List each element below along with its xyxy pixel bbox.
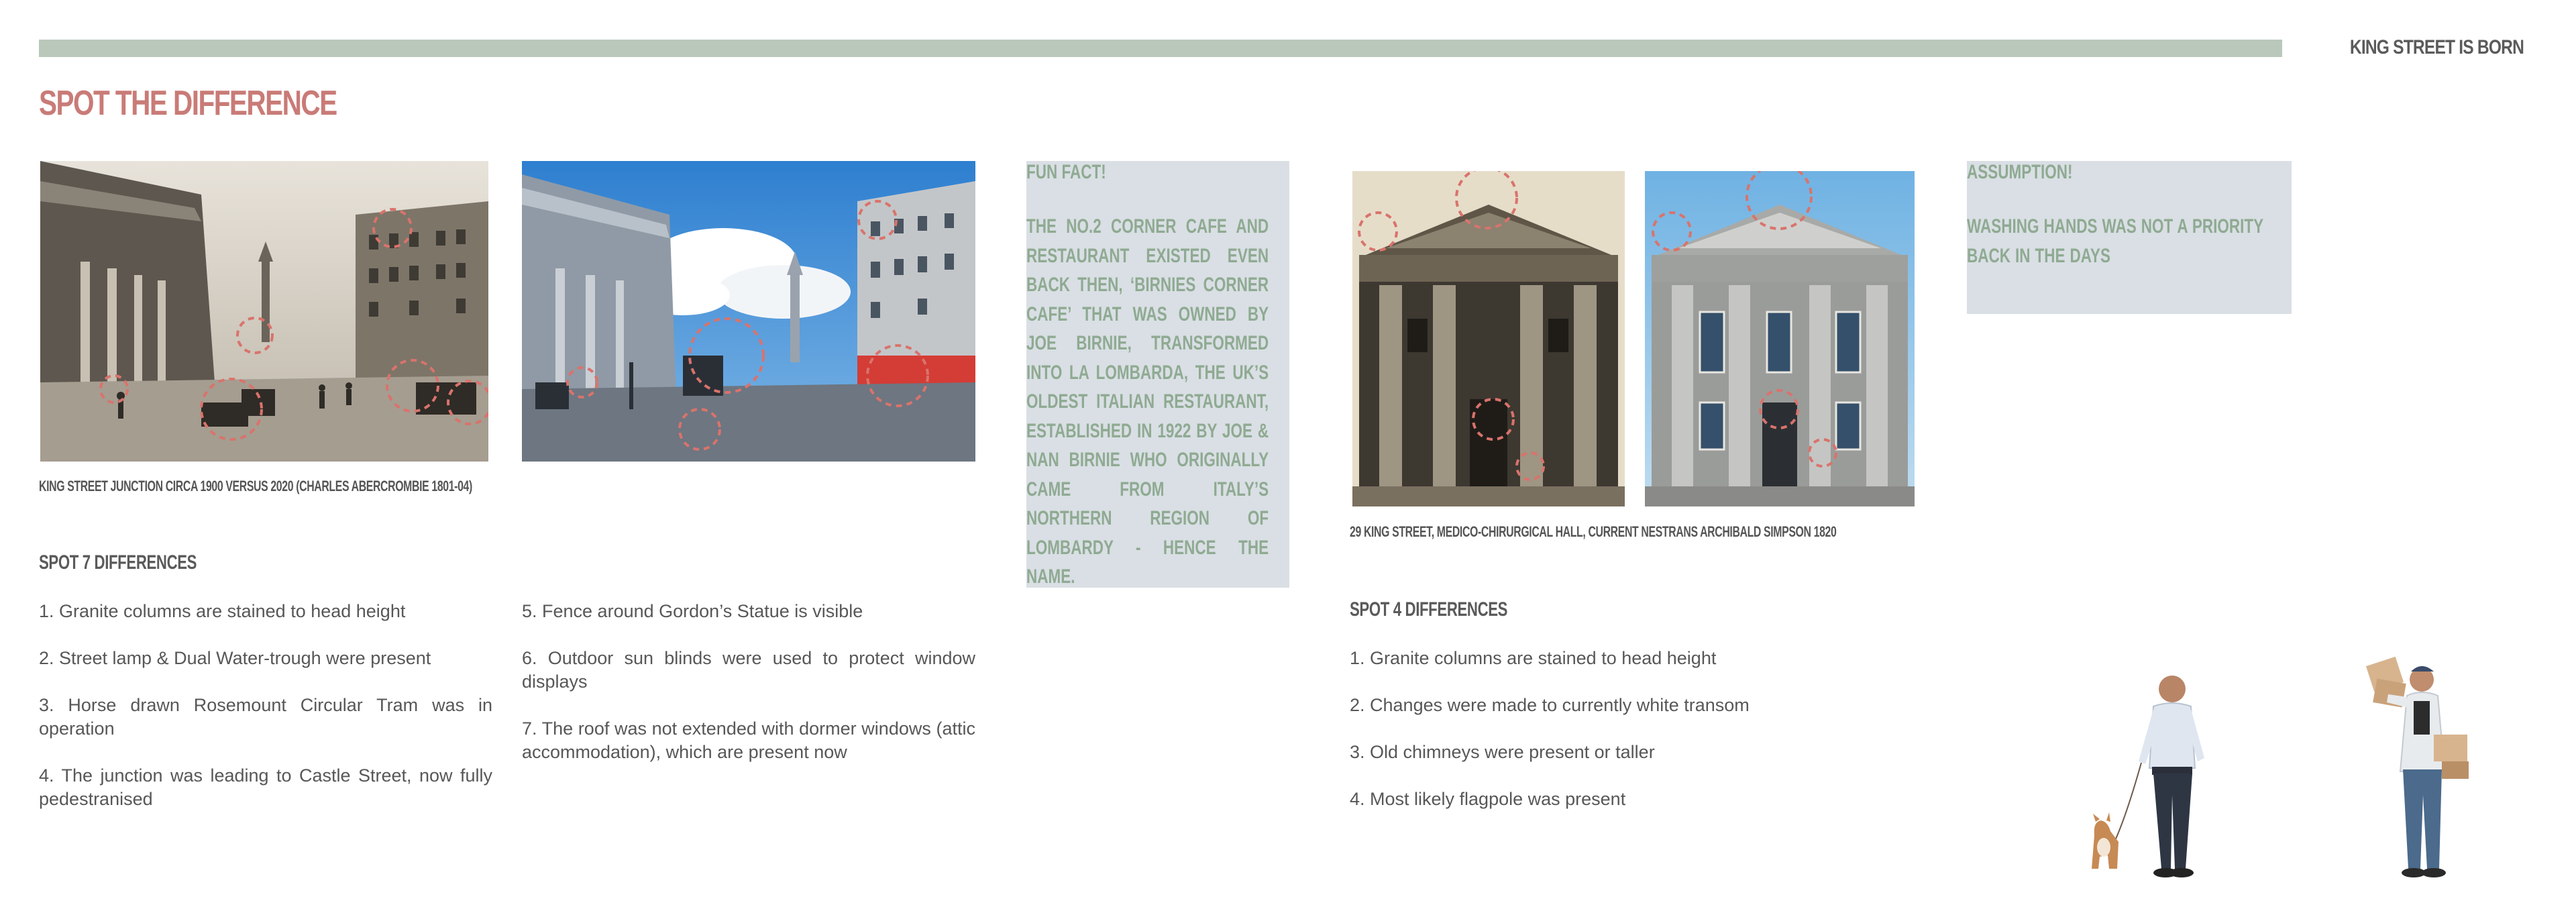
left-differences-list-col2 bbox=[522, 600, 975, 788]
list-item: 3. Old chimneys were present or taller bbox=[1350, 742, 1655, 762]
left-differences-list-col1 bbox=[39, 600, 492, 835]
delivery-man-carrying-boxes-figure bbox=[2355, 654, 2489, 889]
list-item: 3. Horse drawn Rosemount Circular Tram was in operation bbox=[39, 695, 492, 739]
top-divider-bar bbox=[39, 40, 2282, 57]
right-differences-list bbox=[1350, 647, 1900, 835]
fun-fact-box bbox=[1026, 161, 1289, 588]
left-subheading: SPOT 7 DIFFERENCES bbox=[39, 551, 197, 574]
assumption-text: WASHING HANDS WAS NOT A PRIORITY BACK IN THE DAYS bbox=[1967, 215, 2263, 267]
fun-fact-text: THE NO.2 CORNER CAFE AND RESTAURANT EXISTED EVEN BACK THEN, ‘BIRNIES CORNER CAFE’ THAT WAS OWNED BY JOE BIRNIE, TRANSFORMED INTO LA LOMBARDA, THE UK’S OLDEST ITALIAN RESTAURANT, ESTABLISHED IN 1922 BY JOE & NAN BIRNIE WHO ORIGINALLY CAME FROM ITALY’S NORTHERN REGION OF LOMBARDY - HENCE THE NAME. bbox=[1026, 215, 1269, 588]
list-item: 1. Granite columns are stained to head height bbox=[1350, 648, 1717, 668]
right-image-caption: 29 KING STREET, MEDICO-CHIRURGICAL HALL, CURRENT NESTRANS ARCHIBALD SIMPSON 1820 bbox=[1350, 523, 1837, 540]
photo-medico-chirurgical-hall-now bbox=[1645, 171, 1915, 506]
photo-king-street-junction-1900 bbox=[40, 161, 488, 462]
list-item: 4. The junction was leading to Castle Street, now fully pedestranised bbox=[39, 765, 492, 809]
list-item: 7. The roof was not extended with dormer windows (attic accommodation), which are present now bbox=[522, 718, 975, 762]
fun-fact-title: FUN FACT! bbox=[1026, 161, 1106, 183]
list-item: 5. Fence around Gordon’s Statue is visible bbox=[522, 601, 863, 621]
left-image-caption: KING STREET JUNCTION CIRCA 1900 VERSUS 2020 (CHARLES ABERCROMBIE 1801-04) bbox=[39, 478, 472, 494]
list-item: 1. Granite columns are stained to head height bbox=[39, 601, 406, 621]
list-item: 2. Street lamp & Dual Water-trough were present bbox=[39, 648, 431, 668]
man-walking-dog-figure bbox=[2080, 667, 2241, 889]
right-subheading: SPOT 4 DIFFERENCES bbox=[1350, 598, 1508, 621]
list-item: 6. Outdoor sun blinds were used to protect window displays bbox=[522, 648, 975, 692]
photo-medico-chirurgical-hall-old bbox=[1352, 171, 1625, 506]
page-title: SPOT THE DIFFERENCE bbox=[39, 84, 337, 123]
list-item: 4. Most likely flagpole was present bbox=[1350, 789, 1626, 809]
photo-king-street-junction-2020 bbox=[522, 161, 975, 462]
assumption-title: ASSUMPTION! bbox=[1967, 161, 2073, 183]
assumption-box bbox=[1967, 161, 2292, 314]
section-title: KING STREET IS BORN bbox=[2349, 36, 2524, 58]
list-item: 2. Changes were made to currently white transom bbox=[1350, 695, 1750, 715]
